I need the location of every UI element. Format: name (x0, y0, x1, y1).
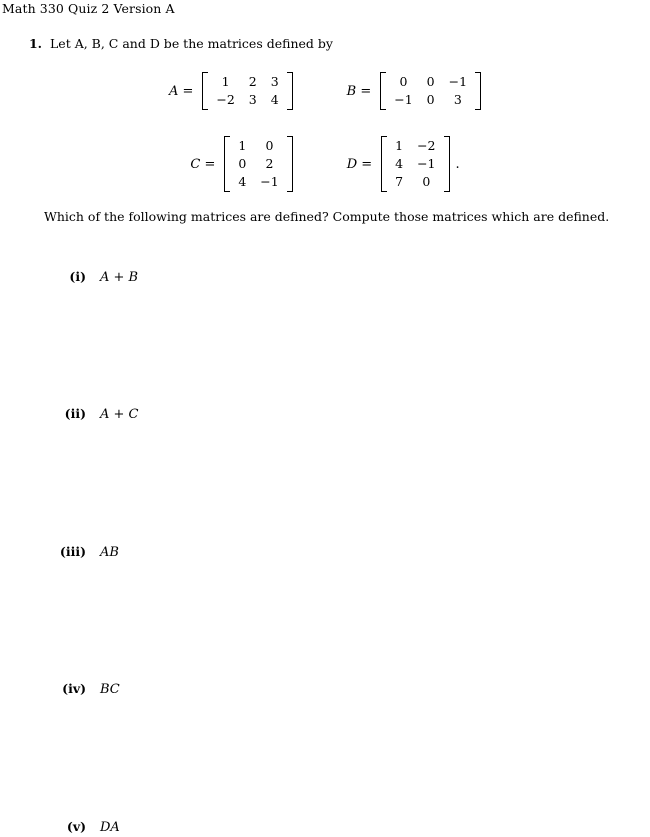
matrix-b-bracket (380, 72, 481, 110)
problem-question: Which of the following matrices are defined? Compute those matrices which are defined. (44, 209, 610, 224)
matrix-b-cell: 3 (453, 92, 462, 107)
part-ii (50, 406, 610, 422)
problem-1 (16, 36, 650, 52)
part-iv-label: (iv) (62, 681, 86, 696)
part-ii-label: (ii) (64, 406, 86, 421)
part-iii-expression: AB (99, 545, 119, 560)
matrix-d-cell: 4 (395, 156, 404, 171)
matrix-c-cell: 2 (265, 156, 274, 171)
matrix-row-ab (0, 72, 650, 110)
matrix-c (190, 136, 292, 192)
matrix-b-cell: 0 (426, 74, 435, 89)
matrix-d-cell: 7 (395, 174, 404, 189)
matrix-b-cell: 0 (426, 92, 435, 107)
part-iii (50, 544, 610, 560)
matrix-a-label: A = (168, 83, 194, 99)
matrix-c-label: C = (190, 156, 216, 172)
matrix-d (347, 136, 460, 192)
problem-stem: Let A, B, C and D be the matrices defined by (50, 36, 333, 51)
matrix-a-cell: 3 (248, 92, 257, 107)
problem-number: 1. (28, 36, 42, 51)
part-i-label: (i) (69, 269, 86, 284)
matrix-c-table (231, 137, 285, 191)
part-iv-expression: BC (99, 682, 120, 697)
table-row (387, 73, 474, 91)
table-row (388, 137, 442, 155)
page-header: Math 330 Quiz 2 Version A (2, 1, 175, 16)
part-iv (50, 681, 610, 697)
matrix-d-cell: −1 (417, 156, 436, 171)
table-row (209, 91, 285, 109)
matrix-c-cell: −1 (260, 174, 279, 189)
matrix-a-table (209, 73, 285, 109)
part-i (50, 269, 610, 285)
matrix-b-cell: 0 (399, 74, 408, 89)
part-v-label: (v) (66, 819, 86, 834)
matrix-d-label: D = (346, 156, 373, 172)
part-ii-expression: A + C (99, 407, 139, 422)
matrix-b-label: B = (346, 83, 372, 99)
matrix-b-table (387, 73, 474, 109)
matrix-a-cell: 2 (248, 74, 257, 89)
matrix-c-cell: 4 (238, 174, 247, 189)
matrix-d-period: . (455, 156, 460, 172)
matrix-c-cell: 0 (265, 138, 274, 153)
matrix-b (347, 72, 481, 110)
part-i-expression: A + B (99, 270, 139, 285)
matrix-a-bracket (202, 72, 292, 110)
matrix-c-cell: 0 (238, 156, 247, 171)
matrix-b-cell: −1 (448, 74, 468, 89)
matrix-b-cell: −1 (394, 92, 413, 107)
matrix-d-cell: 1 (395, 138, 404, 153)
matrix-d-table (388, 137, 442, 191)
table-row (231, 173, 285, 191)
table-row (388, 173, 442, 191)
matrix-d-bracket (381, 136, 449, 192)
matrix-a-cell: 1 (221, 74, 230, 89)
matrix-row-cd (0, 136, 650, 192)
matrix-d-cell: −2 (417, 138, 436, 153)
table-row (387, 91, 474, 109)
matrix-a-cell: 3 (270, 74, 279, 89)
matrix-d-cell: 0 (422, 174, 431, 189)
table-row (388, 155, 442, 173)
table-row (209, 73, 285, 91)
part-iii-label: (iii) (59, 544, 86, 559)
matrix-a (169, 72, 293, 110)
part-v-expression: DA (99, 820, 120, 835)
matrix-c-bracket (224, 136, 292, 192)
matrix-c-cell: 1 (238, 138, 247, 153)
table-row (231, 155, 285, 173)
table-row (231, 137, 285, 155)
part-v (50, 819, 610, 835)
matrix-a-cell: 4 (270, 92, 279, 107)
matrix-a-cell: −2 (216, 92, 235, 107)
